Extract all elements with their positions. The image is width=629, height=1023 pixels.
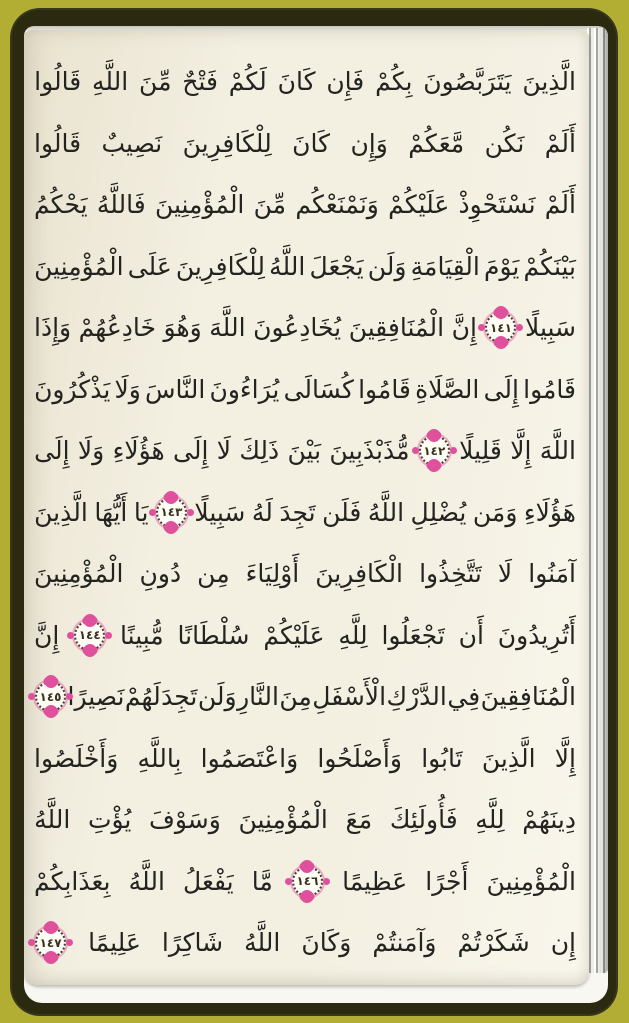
ayah-word: فَإِن xyxy=(326,67,365,96)
ayah-word: أَن xyxy=(458,620,484,650)
ayah-word: مُّبِينًا xyxy=(120,620,164,650)
ayah-word: الْأَسْفَلِ xyxy=(312,682,387,711)
ayah-word: قَالُوا xyxy=(34,67,82,96)
ayah-word: مِن xyxy=(197,559,230,588)
ayah-word: مَّعَكُمْ xyxy=(408,128,465,158)
ayah-word: الْمُؤْمِنِينَ xyxy=(238,805,328,834)
ayah-word: تَجِدَ xyxy=(161,682,198,711)
ayah-word: الْمُؤْمِنِينَ xyxy=(486,866,576,896)
ayah-word: فَلَن xyxy=(322,497,362,527)
ayah-word: يَجْعَلَ xyxy=(309,251,364,281)
ayah-word: لَهُ xyxy=(251,497,273,527)
ayah-word: هَؤُلَاءِ xyxy=(112,436,165,465)
ayah-word: وَهُوَ xyxy=(163,313,202,342)
ayah-word: لَا xyxy=(216,436,232,465)
ayah-word: مِّنَ xyxy=(139,67,172,96)
ayah-word: وَكَانَ xyxy=(301,928,352,957)
ayah-line xyxy=(34,728,576,789)
ayah-word: وَمَن xyxy=(472,497,518,527)
ayah-word: خَادِعُهُمْ xyxy=(78,313,156,342)
ayah-word: إِلَى xyxy=(483,374,519,404)
ayah-word: اللَّهُ xyxy=(128,866,165,896)
ayah-word: يُؤْتِ xyxy=(87,805,132,834)
ayah-word: يَذْكُرُونَ xyxy=(34,374,111,404)
ayah-word: يُرَاءُونَ xyxy=(209,374,280,404)
ayah-word: اللَّهُ xyxy=(34,805,71,834)
ayah-word: إِنَّ xyxy=(34,620,60,650)
ayah-word: آمَنُوا xyxy=(528,559,576,588)
ayah-word: أَلَمْ xyxy=(544,128,576,158)
ayah-word: عَظِيمًا xyxy=(342,866,408,896)
ayah-word: كَانَ xyxy=(292,128,331,158)
ayah-word: قَالُوا xyxy=(34,128,82,158)
ayah-word: الْمُنَافِقِينَ xyxy=(348,313,445,342)
ayah-word: فَتْحٌ xyxy=(182,67,218,96)
ayah-word: ذَلِكَ xyxy=(239,436,280,465)
ayah-word: يُخَادِعُونَ xyxy=(253,313,342,342)
verse-number: ١٤٣ xyxy=(160,505,183,519)
ayah-word: تَابُوا xyxy=(421,743,463,773)
ayah-word: وَإِن xyxy=(350,128,388,158)
ayah-word: اللَّهُ xyxy=(269,251,306,281)
mushaf-page[interactable] xyxy=(24,30,589,985)
ayah-word: فَاللَّهُ xyxy=(96,190,146,219)
ayah-word: وَإِذَا xyxy=(34,313,72,342)
ayah-line xyxy=(34,482,576,543)
ayah-line xyxy=(34,789,576,850)
ayah-word: الَّذِينَ xyxy=(34,497,88,527)
ayah-word: كَانَ xyxy=(277,67,316,96)
ayah-word: بِاللَّهِ xyxy=(137,743,182,773)
ayah-word: أَجْرًا xyxy=(425,866,469,896)
ayah-line xyxy=(34,666,576,727)
ayah-line xyxy=(34,113,576,174)
verse-number: ١٤٦ xyxy=(296,874,319,888)
ayah-word: سَبِيلًا xyxy=(525,313,576,342)
mushaf-text-block xyxy=(34,51,576,973)
ayah-word: وَأَخْلَصُوا xyxy=(34,743,119,773)
verse-number: ١٤٧ xyxy=(39,935,62,950)
ayah-word: لِلَّهِ xyxy=(475,805,505,834)
ayah-word: الدَّرْكِ xyxy=(386,682,447,711)
ayah-word: يُضْلِلِ xyxy=(410,497,467,527)
ayah-word: نَسْتَحْوِذْ xyxy=(458,190,536,219)
ayah-word: اللَّهَ xyxy=(209,313,246,342)
ayah-word: وَسَوْفَ xyxy=(148,805,221,834)
verse-number: ١٤١ xyxy=(490,320,512,335)
ayah-word: إِلَى xyxy=(34,436,70,465)
ayah-word: الْمُنَافِقِينَ xyxy=(480,682,576,711)
ayah-word: وَلَا xyxy=(114,374,141,404)
ayah-line xyxy=(34,543,576,604)
ayah-word: إِنَّ xyxy=(451,313,477,342)
ayah-word: نَصِيبٌ xyxy=(101,128,163,158)
ayah-word: النَّارِ xyxy=(237,682,279,711)
ayah-word: يَوْمَ xyxy=(483,251,520,281)
ayah-line xyxy=(34,51,576,112)
ayah-word: مُّذَبْذَبِينَ xyxy=(329,436,410,465)
ayah-word: أَتُرِيدُونَ xyxy=(497,620,576,650)
ayah-word: تَجْعَلُوا xyxy=(381,620,445,650)
ayah-word: دِينَهُمْ xyxy=(522,805,576,834)
ayah-word: بِكُمْ xyxy=(375,67,413,96)
ayah-word: عَلِيمًا xyxy=(88,928,141,957)
ayah-word: قَامُوا xyxy=(523,374,576,404)
ayah-word: وَلَن xyxy=(197,682,237,711)
ayah-word: اللَّهِ xyxy=(91,67,129,96)
ayah-word: لِلْكَافِرِينَ xyxy=(182,128,272,158)
ayah-line xyxy=(34,851,576,912)
verse-number: ١٤٤ xyxy=(78,628,101,642)
ayah-word: نَصِيرًا xyxy=(67,682,125,711)
ayah-word: يَتَرَبَّصُونَ xyxy=(423,67,512,96)
ayah-word: وَنَمْنَعْكُم xyxy=(295,190,379,219)
ayah-word: فِي xyxy=(447,682,481,711)
ayah-word: نَكُن xyxy=(484,128,525,158)
ayah-word: اللَّهَ xyxy=(539,436,576,465)
verse-end-marker[interactable] xyxy=(292,866,323,897)
verse-end-marker[interactable] xyxy=(74,620,105,651)
ayah-word: وَآمَنتُمْ xyxy=(372,928,437,957)
ayah-word: إِلَّا xyxy=(510,436,532,465)
ayah-word: وَلَن xyxy=(367,251,407,281)
verse-number: ١٤٢ xyxy=(423,443,446,458)
ayah-line xyxy=(34,605,576,666)
ayah-word: اللَّهُ xyxy=(367,497,405,527)
ayah-word: تَجِدَ xyxy=(279,497,316,527)
ayah-line xyxy=(34,420,576,481)
ayah-word: مَعَ xyxy=(345,805,373,834)
ayah-word: يَا xyxy=(133,497,149,527)
ayah-word: شَكَرْتُمْ xyxy=(457,928,530,957)
ayah-word: سُلْطَانًا xyxy=(177,620,250,650)
verse-end-marker[interactable] xyxy=(485,312,516,343)
ayah-word: قَلِيلًا xyxy=(459,436,502,465)
ayah-line xyxy=(34,236,576,297)
ayah-word: دُونِ xyxy=(139,559,182,588)
verse-end-marker[interactable] xyxy=(419,435,450,466)
ayah-line xyxy=(34,359,576,420)
ayah-word: إِن xyxy=(550,928,576,957)
ayah-word: الصَّلَاةِ xyxy=(415,374,480,404)
ayah-word: سَبِيلًا xyxy=(194,497,246,527)
ayah-word: لَا xyxy=(497,559,513,588)
ayah-word: بَيْنَ xyxy=(287,436,322,465)
ayah-word: الَّذِينَ xyxy=(481,743,536,773)
ayah-word: الْقِيَامَةِ xyxy=(410,251,480,281)
ayah-word: الَّذِينَ xyxy=(522,67,576,96)
page-opening xyxy=(24,26,608,1003)
ayah-word: بَيْنَكُمْ xyxy=(523,251,576,281)
ayah-word: مِّنَ xyxy=(253,190,287,219)
ayah-word: مِنَ xyxy=(279,682,312,711)
ayah-word: عَلَى xyxy=(127,251,172,281)
ayah-word: أَيُّهَا xyxy=(94,497,128,527)
ayah-word: عَلَيْكُمْ xyxy=(388,190,450,219)
ayah-word: لِلَّهِ xyxy=(338,620,368,650)
ayah-word: إِلَّا xyxy=(554,743,576,773)
ayah-line xyxy=(34,912,576,973)
ayah-word: الْمُؤْمِنِينَ xyxy=(154,190,245,219)
ayah-word: يَفْعَلُ xyxy=(183,866,234,896)
ayah-word: شَاكِرًا xyxy=(161,928,224,957)
ayah-line xyxy=(34,297,576,358)
verse-end-marker[interactable] xyxy=(35,927,66,958)
verse-end-marker[interactable] xyxy=(35,681,66,712)
ayah-word: اللَّهُ xyxy=(244,928,281,957)
ayah-word: أَوْلِيَاءَ xyxy=(245,559,300,588)
ayah-word: لَهُمْ xyxy=(124,682,161,711)
ayah-word: قَامُوا xyxy=(358,374,411,404)
ayah-word: الْمُؤْمِنِينَ xyxy=(34,251,124,281)
mushaf-frame xyxy=(10,8,618,1016)
ayah-word: الْمُؤْمِنِينَ xyxy=(34,559,124,588)
verse-end-marker[interactable] xyxy=(156,497,187,528)
ayah-word: يَحْكُمُ xyxy=(34,190,88,219)
ayah-word: الْكَافِرِينَ xyxy=(315,559,404,588)
verse-number: ١٤٥ xyxy=(39,689,62,704)
ayah-word: هَؤُلَاءِ xyxy=(523,497,576,527)
ayah-word: وَاعْتَصَمُوا xyxy=(200,743,299,773)
ayah-word: أَلَمْ xyxy=(544,190,576,219)
ayah-word: بِعَذَابِكُمْ xyxy=(34,866,111,896)
ayah-word: كُسَالَى xyxy=(283,374,354,404)
ayah-word: عَلَيْكُمْ xyxy=(263,620,325,650)
page-edge-stack xyxy=(587,28,608,973)
ayah-word: وَلَا xyxy=(77,436,105,465)
ayah-line xyxy=(34,174,576,235)
ayah-word: مَّا xyxy=(251,866,273,896)
ayah-word: تَتَّخِذُوا xyxy=(419,559,482,588)
ayah-word: فَأُولَئِكَ xyxy=(389,805,458,834)
ayah-word: لِلْكَافِرِينَ xyxy=(175,251,265,281)
ayah-word: النَّاسَ xyxy=(145,374,206,404)
ayah-word: وَأَصْلَحُوا xyxy=(317,743,402,773)
ayah-word: لَكُمْ xyxy=(228,67,267,96)
ayah-word: إِلَى xyxy=(173,436,209,465)
